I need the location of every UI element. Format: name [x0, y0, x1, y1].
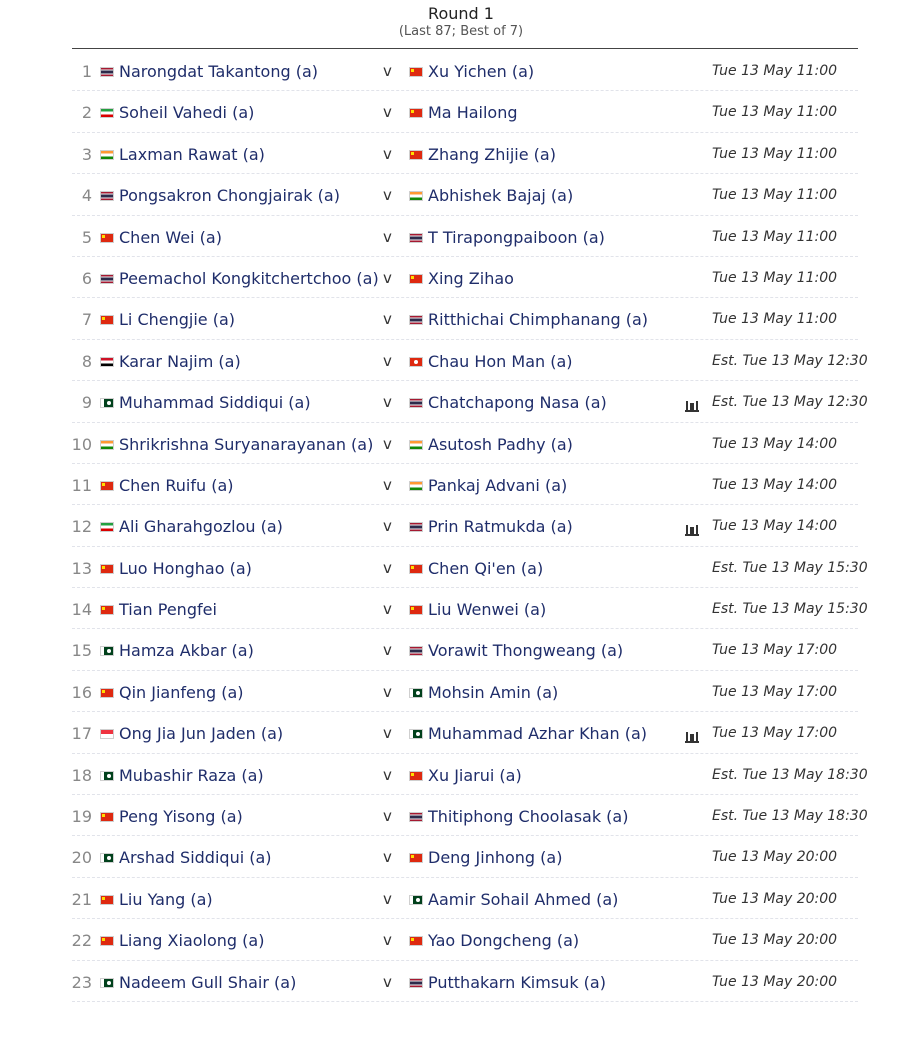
- player-b-name[interactable]: Aamir Sohail Ahmed (a): [428, 889, 619, 909]
- flag-icon: [409, 315, 423, 325]
- versus-label: v: [383, 600, 392, 619]
- player-a-name[interactable]: Arshad Siddiqui (a): [119, 848, 272, 868]
- match-number: 9: [81, 393, 92, 413]
- flag-icon: [100, 274, 114, 284]
- match-time: Tue 13 May 11:00: [712, 63, 838, 79]
- flag-icon: [100, 67, 114, 77]
- versus-label: v: [383, 62, 392, 80]
- player-b-name[interactable]: Putthakarn Kimsuk (a): [428, 972, 606, 992]
- versus-label: v: [383, 724, 392, 743]
- match-time: Est. Tue 13 May 18:30: [712, 766, 868, 783]
- player-a-name[interactable]: Tian Pengfei: [119, 600, 217, 620]
- player-b-name[interactable]: Vorawit Thongweang (a): [428, 641, 624, 661]
- match-time: Est. Tue 13 May 12:30: [712, 352, 868, 369]
- match-time: Tue 13 May 20:00: [712, 849, 838, 866]
- match-row[interactable]: [72, 423, 858, 464]
- broadcast-icon: [685, 521, 699, 533]
- match-row[interactable]: [72, 712, 858, 753]
- flag-icon: [409, 440, 423, 450]
- flag-icon: [100, 853, 114, 863]
- flag-icon: [409, 357, 423, 367]
- match-number: 2: [81, 103, 92, 123]
- round-format: (Last 87; Best of 7): [398, 24, 524, 39]
- match-number: 21: [71, 889, 92, 909]
- match-number: 23: [71, 972, 92, 992]
- match-number: 10: [71, 434, 92, 454]
- player-a-name[interactable]: Ong Jia Jun Jaden (a): [119, 724, 284, 744]
- match-row[interactable]: [72, 381, 868, 422]
- match-number: 18: [71, 765, 92, 785]
- versus-label: v: [383, 268, 392, 287]
- versus-label: v: [383, 310, 392, 329]
- flag-icon: [409, 564, 423, 574]
- match-number: 11: [71, 475, 92, 495]
- flag-icon: [100, 771, 114, 781]
- match-time: Tue 13 May 14:00: [712, 518, 838, 535]
- match-number: 12: [71, 517, 92, 537]
- match-number: 16: [71, 682, 92, 702]
- flag-icon: [100, 233, 114, 243]
- flag-icon: [100, 191, 114, 201]
- player-b-name[interactable]: Muhammad Azhar Khan (a): [428, 724, 648, 744]
- match-time: Tue 13 May 11:00: [712, 187, 838, 204]
- flag-icon: [409, 978, 423, 988]
- match-number: 5: [81, 227, 92, 247]
- player-b-name[interactable]: T Tirapongpaiboon (a): [428, 227, 605, 247]
- match-row[interactable]: [72, 629, 858, 670]
- match-row[interactable]: [72, 50, 858, 91]
- flag-icon: [409, 605, 423, 615]
- player-b-name[interactable]: Pankaj Advani (a): [428, 475, 568, 495]
- match-time: Tue 13 May 14:00: [712, 476, 838, 493]
- flag-icon: [409, 812, 423, 822]
- flag-icon: [409, 853, 423, 863]
- match-row[interactable]: [72, 133, 858, 174]
- flag-icon: [409, 729, 423, 739]
- versus-label: v: [383, 103, 392, 122]
- flag-icon: [100, 357, 114, 367]
- match-number: 7: [81, 310, 92, 330]
- match-row[interactable]: [72, 91, 858, 132]
- match-time: Est. Tue 13 May 12:30: [712, 394, 868, 411]
- player-a-name[interactable]: Shrikrishna Suryanarayanan (a): [119, 434, 374, 454]
- match-time: Tue 13 May 17:00: [712, 642, 838, 659]
- match-row[interactable]: [71, 754, 868, 795]
- player-b-name[interactable]: Ma Hailong: [428, 103, 518, 123]
- player-a-name[interactable]: Narongdat Takantong (a): [119, 62, 318, 81]
- versus-label: v: [383, 434, 392, 453]
- match-row[interactable]: [72, 257, 858, 298]
- player-a-name[interactable]: Liu Yang (a): [119, 889, 213, 909]
- match-time: Tue 13 May 20:00: [712, 973, 838, 990]
- match-number: 14: [71, 600, 92, 620]
- match-row[interactable]: [72, 671, 858, 712]
- flag-icon: [409, 67, 423, 77]
- round-title: Round 1: [428, 4, 494, 23]
- player-a-name[interactable]: Laxman Rawat (a): [119, 144, 265, 164]
- broadcast-icon: [685, 397, 699, 409]
- match-number: 8: [81, 351, 92, 371]
- player-b-name[interactable]: Abhishek Bajaj (a): [428, 186, 574, 206]
- flag-icon: [100, 978, 114, 988]
- flag-icon: [409, 481, 423, 491]
- flag-icon: [409, 522, 423, 532]
- match-row[interactable]: [72, 216, 858, 257]
- player-a-name[interactable]: Karar Najim (a): [119, 351, 241, 371]
- match-number: 22: [71, 931, 92, 951]
- match-row[interactable]: [71, 547, 868, 588]
- versus-label: v: [383, 475, 392, 494]
- player-b-name[interactable]: Yao Dongcheng (a): [428, 931, 580, 951]
- player-b-name[interactable]: Ritthichai Chimphanang (a): [428, 310, 649, 330]
- match-number: 3: [81, 144, 92, 164]
- flag-icon: [100, 150, 114, 160]
- versus-label: v: [383, 889, 392, 908]
- flag-icon: [409, 895, 423, 905]
- versus-label: v: [383, 682, 392, 701]
- match-time: Tue 13 May 11:00: [712, 311, 838, 328]
- player-b-name[interactable]: Chau Hon Man (a): [428, 351, 573, 371]
- player-b-name[interactable]: Xu Yichen (a): [428, 62, 535, 81]
- match-list: [71, 50, 868, 1002]
- match-row[interactable]: [72, 505, 858, 546]
- player-b-name[interactable]: Zhang Zhijie (a): [428, 144, 556, 164]
- match-time: Tue 13 May 11:00: [712, 145, 838, 162]
- player-a-name[interactable]: Chen Ruifu (a): [119, 475, 234, 495]
- player-a-name[interactable]: Hamza Akbar (a): [119, 641, 254, 661]
- match-time: Tue 13 May 20:00: [712, 890, 838, 907]
- player-b-name[interactable]: Xing Zihao: [428, 268, 514, 288]
- match-number: 15: [71, 641, 92, 661]
- match-number: 4: [81, 186, 92, 206]
- versus-label: v: [383, 848, 392, 867]
- player-a-name[interactable]: Liang Xiaolong (a): [119, 931, 265, 951]
- match-time: Est. Tue 13 May 15:30: [712, 559, 868, 576]
- player-a-name[interactable]: Nadeem Gull Shair (a): [119, 972, 297, 992]
- match-row[interactable]: [72, 174, 858, 215]
- versus-label: v: [383, 393, 392, 412]
- player-a-name[interactable]: Qin Jianfeng (a): [119, 682, 244, 702]
- versus-label: v: [383, 972, 392, 991]
- match-row[interactable]: [72, 340, 868, 381]
- flag-icon: [100, 729, 114, 739]
- match-row[interactable]: [71, 795, 868, 836]
- match-time: Tue 13 May 14:00: [712, 435, 838, 452]
- player-a-name[interactable]: Soheil Vahedi (a): [119, 103, 255, 123]
- flag-icon: [409, 150, 423, 160]
- match-row[interactable]: [72, 298, 858, 339]
- versus-label: v: [383, 517, 392, 536]
- flag-icon: [100, 895, 114, 905]
- player-b-name[interactable]: Chen Qi'en (a): [428, 558, 544, 578]
- flag-icon: [100, 440, 114, 450]
- player-a-name[interactable]: Ali Gharahgozlou (a): [119, 517, 283, 537]
- match-time: Tue 13 May 20:00: [712, 932, 838, 949]
- match-row[interactable]: [72, 878, 858, 919]
- player-a-name[interactable]: Peemachol Kongkitchertchoo (a): [119, 268, 379, 288]
- player-a-name[interactable]: Pongsakron Chongjairak (a): [119, 186, 340, 206]
- player-b-name[interactable]: Thitiphong Choolasak (a): [428, 807, 629, 827]
- round-header: [0, 4, 922, 40]
- player-b-name[interactable]: Prin Ratmukda (a): [428, 517, 573, 537]
- match-number: 1: [81, 62, 92, 81]
- player-a-name[interactable]: Muhammad Siddiqui (a): [119, 393, 311, 413]
- match-number: 13: [71, 558, 92, 578]
- flag-icon: [409, 646, 423, 656]
- player-b-name[interactable]: Chatchapong Nasa (a): [428, 393, 607, 413]
- flag-icon: [100, 564, 114, 574]
- flag-icon: [409, 274, 423, 284]
- match-row[interactable]: [72, 464, 858, 505]
- match-row[interactable]: [71, 588, 868, 629]
- player-a-name[interactable]: Chen Wei (a): [119, 227, 222, 247]
- flag-icon: [100, 108, 114, 118]
- broadcast-icon: [685, 728, 699, 740]
- flag-icon: [100, 522, 114, 532]
- flag-icon: [100, 605, 114, 615]
- versus-label: v: [383, 186, 392, 205]
- versus-label: v: [383, 144, 392, 163]
- match-number: 20: [71, 848, 92, 868]
- player-b-name[interactable]: Xu Jiarui (a): [428, 765, 522, 785]
- versus-label: v: [383, 351, 392, 370]
- flag-icon: [100, 481, 114, 491]
- player-a-name[interactable]: Peng Yisong (a): [119, 807, 243, 827]
- flag-icon: [100, 936, 114, 946]
- match-number: 17: [71, 724, 92, 744]
- match-time: Tue 13 May 17:00: [712, 683, 838, 700]
- match-number: 6: [81, 268, 92, 288]
- flag-icon: [409, 936, 423, 946]
- player-b-name[interactable]: Asutosh Padhy (a): [428, 434, 573, 454]
- flag-icon: [409, 108, 423, 118]
- flag-icon: [409, 233, 423, 243]
- versus-label: v: [383, 227, 392, 246]
- flag-icon: [409, 771, 423, 781]
- player-b-name[interactable]: Liu Wenwei (a): [428, 600, 547, 620]
- flag-icon: [100, 315, 114, 325]
- match-time: Est. Tue 13 May 15:30: [712, 601, 868, 618]
- versus-label: v: [383, 558, 392, 577]
- match-time: Tue 13 May 17:00: [712, 725, 838, 742]
- flag-icon: [100, 646, 114, 656]
- match-time: Tue 13 May 11:00: [712, 104, 838, 121]
- player-a-name[interactable]: Mubashir Raza (a): [119, 765, 264, 785]
- match-number: 19: [71, 807, 92, 827]
- match-row[interactable]: [72, 836, 858, 877]
- match-time: Tue 13 May 11:00: [712, 269, 838, 286]
- flag-icon: [409, 398, 423, 408]
- versus-label: v: [383, 807, 392, 826]
- match-row[interactable]: [72, 961, 858, 1002]
- flag-icon: [409, 688, 423, 698]
- player-b-name[interactable]: Mohsin Amin (a): [428, 682, 559, 702]
- versus-label: v: [383, 931, 392, 950]
- player-b-name[interactable]: Deng Jinhong (a): [428, 848, 563, 868]
- player-a-name[interactable]: Luo Honghao (a): [119, 558, 252, 578]
- versus-label: v: [383, 765, 392, 784]
- match-time: Est. Tue 13 May 18:30: [712, 808, 868, 825]
- match-row[interactable]: [72, 919, 858, 960]
- flag-icon: [409, 191, 423, 201]
- flag-icon: [100, 812, 114, 822]
- player-a-name[interactable]: Li Chengjie (a): [119, 310, 236, 330]
- flag-icon: [100, 688, 114, 698]
- header-divider: [72, 48, 858, 49]
- versus-label: v: [383, 641, 392, 660]
- flag-icon: [100, 398, 114, 408]
- match-time: Tue 13 May 11:00: [712, 228, 838, 245]
